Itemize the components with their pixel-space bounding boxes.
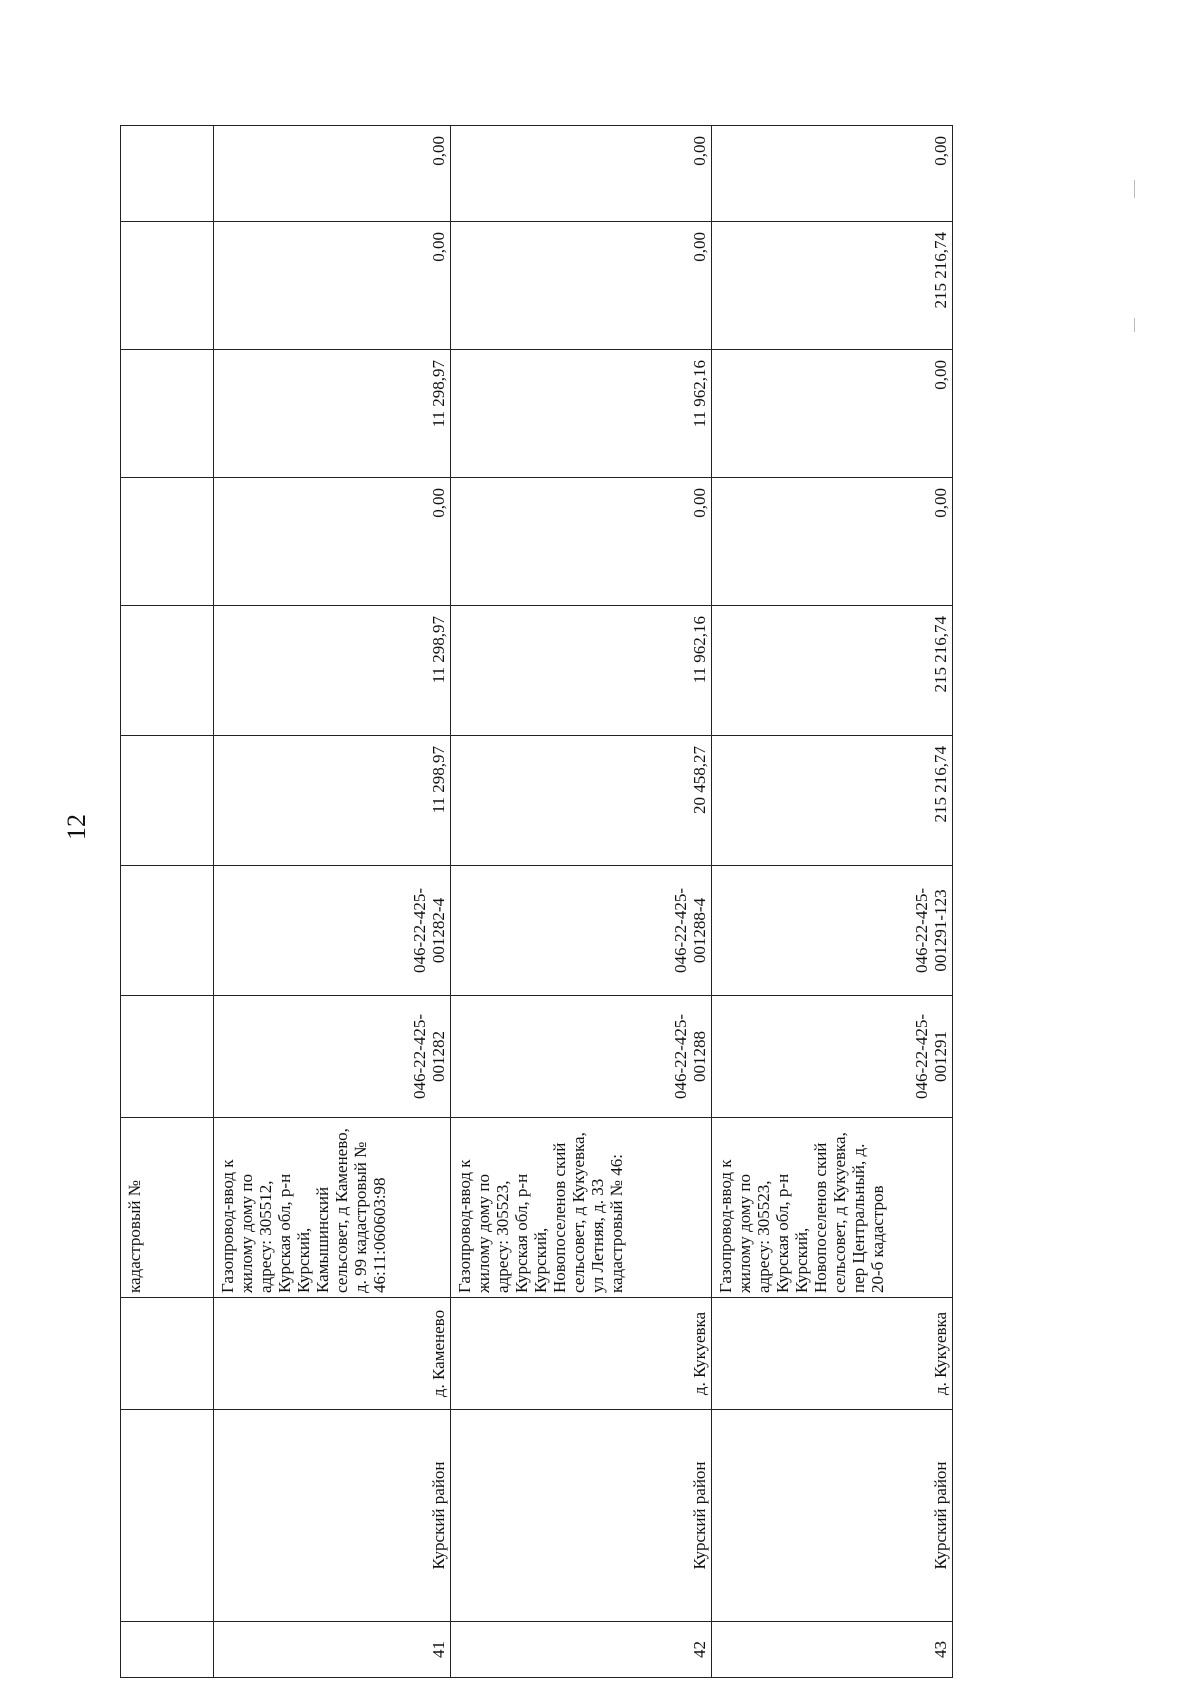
scan-mark bbox=[1134, 180, 1135, 198]
table-cell bbox=[121, 866, 214, 996]
table-header-description: кадастровый № bbox=[121, 1118, 214, 1298]
value-cell: 11 298,97 bbox=[214, 350, 451, 478]
value-cell: 0,00 bbox=[712, 478, 953, 606]
settlement-cell: д. Кукуевка bbox=[712, 1298, 953, 1410]
value-cell: 0,00 bbox=[451, 478, 712, 606]
value-cell: 215 216,74 bbox=[712, 606, 953, 736]
table-row bbox=[214, 126, 451, 1678]
district-cell: Курский район bbox=[712, 1410, 953, 1622]
table-row bbox=[451, 126, 712, 1678]
table-cell bbox=[121, 996, 214, 1118]
object-code-cell: 046-22-425-001288-4 bbox=[451, 866, 712, 996]
table-cell bbox=[121, 350, 214, 478]
table-cell bbox=[121, 478, 214, 606]
table-cell bbox=[121, 222, 214, 350]
table-cell bbox=[121, 606, 214, 736]
object-code-cell: 046-22-425-001282-4 bbox=[214, 866, 451, 996]
description-cell: Газопровод-ввод к жилому дому по адресу: 305512, Курская обл, р-н Курский, Камышинский сельсовет, д Каменево, д. 99 кадастровый № 46:11:060603:98 bbox=[214, 1118, 451, 1298]
table-cell bbox=[121, 1622, 214, 1678]
value-cell: 11 298,97 bbox=[214, 736, 451, 866]
value-cell: 0,00 bbox=[712, 126, 953, 222]
row-number: 41 bbox=[214, 1622, 451, 1678]
settlement-cell: д. Кукуевка bbox=[451, 1298, 712, 1410]
value-cell: 0,00 bbox=[214, 126, 451, 222]
description-cell: Газопровод-ввод к жилому дому по адресу: 305523, Курская обл, р-н Курский, Новопоселенов ский сельсовет, д Кукуевка, пер Центральный, д. 20-б кадастров bbox=[712, 1118, 953, 1298]
inventory-code-cell: 046-22-425-001288 bbox=[451, 996, 712, 1118]
value-cell: 11 298,97 bbox=[214, 606, 451, 736]
value-cell: 11 962,16 bbox=[451, 350, 712, 478]
rotated-table-container bbox=[120, 126, 952, 1678]
district-cell: Курский район bbox=[451, 1410, 712, 1622]
value-cell: 0,00 bbox=[214, 222, 451, 350]
settlement-cell: д. Каменево bbox=[214, 1298, 451, 1410]
page-number: 12 bbox=[62, 814, 91, 840]
description-cell: Газопровод-ввод к жилому дому по адресу: 305523, Курская обл, р-н Курский, Новопоселенов ский сельсовет, д Кукуевка, ул Летняя, д. 33 кадастровый № 46: bbox=[451, 1118, 712, 1298]
row-number: 43 bbox=[712, 1622, 953, 1678]
table-cell bbox=[121, 1298, 214, 1410]
value-cell: 0,00 bbox=[214, 478, 451, 606]
table-cell bbox=[121, 126, 214, 222]
table-header-row bbox=[121, 126, 214, 1678]
district-cell: Курский район bbox=[214, 1410, 451, 1622]
asset-table bbox=[120, 125, 953, 1678]
table-cell bbox=[121, 1410, 214, 1622]
value-cell: 20 458,27 bbox=[451, 736, 712, 866]
inventory-code-cell: 046-22-425-001282 bbox=[214, 996, 451, 1118]
object-code-cell: 046-22-425-001291-123 bbox=[712, 866, 953, 996]
value-cell: 0,00 bbox=[451, 222, 712, 350]
scan-mark bbox=[1134, 318, 1135, 332]
inventory-code-cell: 046-22-425-001291 bbox=[712, 996, 953, 1118]
value-cell: 11 962,16 bbox=[451, 606, 712, 736]
value-cell: 215 216,74 bbox=[712, 222, 953, 350]
value-cell: 215 216,74 bbox=[712, 736, 953, 866]
row-number: 42 bbox=[451, 1622, 712, 1678]
table-cell bbox=[121, 736, 214, 866]
table-row bbox=[712, 126, 953, 1678]
value-cell: 0,00 bbox=[451, 126, 712, 222]
value-cell: 0,00 bbox=[712, 350, 953, 478]
